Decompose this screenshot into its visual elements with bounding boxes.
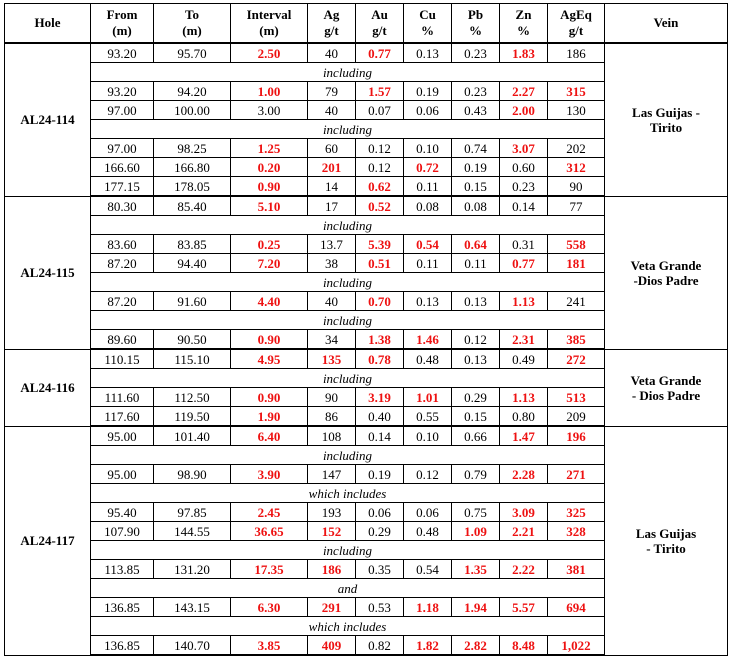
data-cell: 0.14: [500, 196, 548, 216]
data-cell: 36.65: [231, 522, 308, 541]
data-cell: 94.40: [154, 254, 231, 273]
data-cell: 0.12: [356, 158, 404, 177]
column-header-label: From: [106, 7, 138, 22]
data-cell: 1.38: [356, 330, 404, 350]
data-cell: 60: [308, 139, 356, 158]
data-cell: 1.94: [452, 598, 500, 617]
data-cell: 0.14: [356, 426, 404, 446]
column-header-label: Pb: [467, 7, 484, 22]
data-cell: 5.10: [231, 196, 308, 216]
data-cell: 130: [548, 101, 605, 120]
data-cell: 40: [308, 43, 356, 63]
data-cell: 1.90: [231, 407, 308, 427]
column-header-label: Au: [371, 7, 388, 22]
data-cell: 89.60: [91, 330, 154, 350]
data-cell: 17: [308, 196, 356, 216]
column-header-unit: g/t: [372, 23, 387, 38]
column-header-label: To: [185, 7, 199, 22]
column-header-unit: g/t: [324, 23, 339, 38]
data-cell: 152: [308, 522, 356, 541]
data-cell: 77: [548, 196, 605, 216]
data-cell: 0.11: [404, 177, 452, 197]
data-cell: 0.29: [356, 522, 404, 541]
column-header: [91, 4, 154, 44]
data-cell: 101.40: [154, 426, 231, 446]
data-cell: 0.15: [452, 177, 500, 197]
data-cell: 1.13: [500, 292, 548, 311]
data-cell: 0.70: [356, 292, 404, 311]
data-cell: 117.60: [91, 407, 154, 427]
data-cell: 0.10: [404, 139, 452, 158]
data-cell: 0.51: [356, 254, 404, 273]
data-cell: 108: [308, 426, 356, 446]
hole-id-cell: AL24-117: [5, 426, 91, 655]
including-label: including: [91, 446, 605, 465]
data-cell: 0.13: [404, 292, 452, 311]
data-cell: 209: [548, 407, 605, 427]
header-row: [5, 4, 728, 44]
data-cell: 193: [308, 503, 356, 522]
data-cell: 0.25: [231, 235, 308, 254]
data-cell: 385: [548, 330, 605, 350]
data-cell: 1.46: [404, 330, 452, 350]
data-cell: 3.09: [500, 503, 548, 522]
column-header: [154, 4, 231, 44]
hole-id-cell: AL24-114: [5, 43, 91, 196]
data-cell: 166.60: [91, 158, 154, 177]
data-cell: 3.85: [231, 636, 308, 656]
data-cell: 95.40: [91, 503, 154, 522]
data-cell: 83.85: [154, 235, 231, 254]
data-cell: 196: [548, 426, 605, 446]
including-label: including: [91, 63, 605, 82]
data-cell: 115.10: [154, 349, 231, 369]
data-cell: 90.50: [154, 330, 231, 350]
data-cell: 0.55: [404, 407, 452, 427]
drill-results-table: [4, 3, 728, 656]
data-cell: 0.40: [356, 407, 404, 427]
data-cell: 0.74: [452, 139, 500, 158]
data-cell: 0.11: [452, 254, 500, 273]
data-cell: 1,022: [548, 636, 605, 656]
data-cell: 2.21: [500, 522, 548, 541]
data-cell: 3.19: [356, 388, 404, 407]
data-cell: 3.07: [500, 139, 548, 158]
data-cell: 0.53: [356, 598, 404, 617]
data-cell: 0.12: [404, 465, 452, 484]
table-row: [5, 349, 728, 369]
data-cell: 3.90: [231, 465, 308, 484]
data-cell: 1.09: [452, 522, 500, 541]
column-header: [452, 4, 500, 44]
data-cell: 91.60: [154, 292, 231, 311]
data-cell: 6.30: [231, 598, 308, 617]
data-cell: 83.60: [91, 235, 154, 254]
data-cell: 2.27: [500, 82, 548, 101]
data-cell: 93.20: [91, 43, 154, 63]
data-cell: 8.48: [500, 636, 548, 656]
data-cell: 0.15: [452, 407, 500, 427]
data-cell: 144.55: [154, 522, 231, 541]
data-cell: 40: [308, 292, 356, 311]
data-cell: 315: [548, 82, 605, 101]
data-cell: 0.19: [356, 465, 404, 484]
data-cell: 87.20: [91, 292, 154, 311]
data-cell: 97.00: [91, 139, 154, 158]
column-header-label: Cu: [419, 7, 436, 22]
data-cell: 291: [308, 598, 356, 617]
data-cell: 7.20: [231, 254, 308, 273]
data-cell: 271: [548, 465, 605, 484]
column-header-label: Hole: [34, 15, 61, 30]
data-cell: 177.15: [91, 177, 154, 197]
data-cell: 325: [548, 503, 605, 522]
data-cell: 90: [308, 388, 356, 407]
data-cell: 0.08: [404, 196, 452, 216]
data-cell: 0.77: [500, 254, 548, 273]
data-cell: 0.64: [452, 235, 500, 254]
hole-id-cell: AL24-115: [5, 196, 91, 349]
vein-cell: Veta Grande - Dios Padre: [605, 349, 728, 426]
data-cell: 0.13: [452, 292, 500, 311]
column-header: [231, 4, 308, 44]
column-header: [605, 4, 728, 44]
column-header-unit: %: [469, 23, 482, 38]
data-cell: 0.90: [231, 330, 308, 350]
data-cell: 107.90: [91, 522, 154, 541]
data-cell: 1.82: [404, 636, 452, 656]
data-cell: 186: [548, 43, 605, 63]
data-cell: 1.47: [500, 426, 548, 446]
data-cell: 1.00: [231, 82, 308, 101]
data-cell: 95.00: [91, 465, 154, 484]
data-cell: 136.85: [91, 636, 154, 656]
data-cell: 0.54: [404, 560, 452, 579]
data-cell: 0.54: [404, 235, 452, 254]
column-header-unit: (m): [182, 23, 202, 38]
data-cell: 694: [548, 598, 605, 617]
data-cell: 186: [308, 560, 356, 579]
data-cell: 0.06: [356, 503, 404, 522]
including-label: including: [91, 369, 605, 388]
data-cell: 143.15: [154, 598, 231, 617]
data-cell: 0.60: [500, 158, 548, 177]
table-row: [5, 426, 728, 446]
data-cell: 136.85: [91, 598, 154, 617]
column-header-unit: (m): [112, 23, 132, 38]
table-row: [5, 43, 728, 63]
vein-cell: Veta Grande -Dios Padre: [605, 196, 728, 349]
data-cell: 90: [548, 177, 605, 197]
data-cell: 2.22: [500, 560, 548, 579]
column-header: [548, 4, 605, 44]
data-cell: 0.31: [500, 235, 548, 254]
data-cell: 34: [308, 330, 356, 350]
data-cell: 110.15: [91, 349, 154, 369]
data-cell: 111.60: [91, 388, 154, 407]
data-cell: 4.95: [231, 349, 308, 369]
table-body: [5, 43, 728, 655]
data-cell: 98.90: [154, 465, 231, 484]
data-cell: 0.90: [231, 177, 308, 197]
data-cell: 14: [308, 177, 356, 197]
data-cell: 100.00: [154, 101, 231, 120]
column-header-unit: (m): [259, 23, 279, 38]
data-cell: 312: [548, 158, 605, 177]
data-cell: 0.35: [356, 560, 404, 579]
data-cell: 79: [308, 82, 356, 101]
data-cell: 1.57: [356, 82, 404, 101]
data-cell: 201: [308, 158, 356, 177]
data-cell: 181: [548, 254, 605, 273]
column-header: [404, 4, 452, 44]
data-cell: 147: [308, 465, 356, 484]
data-cell: 17.35: [231, 560, 308, 579]
data-cell: 2.00: [500, 101, 548, 120]
vein-cell: Las Guijas - Tirito: [605, 43, 728, 196]
including-label: which includes: [91, 617, 605, 636]
including-label: including: [91, 216, 605, 235]
data-cell: 5.39: [356, 235, 404, 254]
data-cell: 93.20: [91, 82, 154, 101]
data-cell: 1.18: [404, 598, 452, 617]
including-label: which includes: [91, 484, 605, 503]
data-cell: 1.01: [404, 388, 452, 407]
data-cell: 0.13: [452, 349, 500, 369]
data-cell: 0.19: [404, 82, 452, 101]
data-cell: 178.05: [154, 177, 231, 197]
data-cell: 0.07: [356, 101, 404, 120]
including-label: including: [91, 120, 605, 139]
data-cell: 0.11: [404, 254, 452, 273]
data-cell: 95.00: [91, 426, 154, 446]
data-cell: 0.19: [452, 158, 500, 177]
column-header-label: AgEq: [560, 7, 592, 22]
data-cell: 0.06: [404, 101, 452, 120]
column-header-label: Vein: [653, 15, 679, 30]
data-cell: 0.72: [404, 158, 452, 177]
data-cell: 558: [548, 235, 605, 254]
data-cell: 0.79: [452, 465, 500, 484]
data-cell: 97.85: [154, 503, 231, 522]
data-cell: 0.08: [452, 196, 500, 216]
column-header-label: Ag: [323, 7, 340, 22]
data-cell: 112.50: [154, 388, 231, 407]
data-cell: 0.10: [404, 426, 452, 446]
data-cell: 98.25: [154, 139, 231, 158]
data-cell: 0.20: [231, 158, 308, 177]
data-cell: 0.80: [500, 407, 548, 427]
column-header: [5, 4, 91, 44]
data-cell: 0.78: [356, 349, 404, 369]
data-cell: 409: [308, 636, 356, 656]
data-cell: 80.30: [91, 196, 154, 216]
column-header-unit: %: [517, 23, 530, 38]
data-cell: 0.48: [404, 349, 452, 369]
data-cell: 1.13: [500, 388, 548, 407]
data-cell: 3.00: [231, 101, 308, 120]
data-cell: 5.57: [500, 598, 548, 617]
data-cell: 272: [548, 349, 605, 369]
table-row: [5, 196, 728, 216]
data-cell: 86: [308, 407, 356, 427]
data-cell: 0.12: [356, 139, 404, 158]
data-cell: 0.75: [452, 503, 500, 522]
data-cell: 40: [308, 101, 356, 120]
data-cell: 113.85: [91, 560, 154, 579]
data-cell: 85.40: [154, 196, 231, 216]
data-cell: 97.00: [91, 101, 154, 120]
column-header-unit: %: [421, 23, 434, 38]
data-cell: 0.49: [500, 349, 548, 369]
column-header-label: Zn: [515, 7, 532, 22]
data-cell: 0.29: [452, 388, 500, 407]
data-cell: 131.20: [154, 560, 231, 579]
data-cell: 0.90: [231, 388, 308, 407]
data-cell: 0.13: [404, 43, 452, 63]
data-cell: 1.35: [452, 560, 500, 579]
data-cell: 0.23: [500, 177, 548, 197]
including-label: including: [91, 311, 605, 330]
data-cell: 0.48: [404, 522, 452, 541]
data-cell: 0.66: [452, 426, 500, 446]
column-header: [308, 4, 356, 44]
table-container: [4, 3, 728, 656]
data-cell: 1.25: [231, 139, 308, 158]
data-cell: 0.23: [452, 82, 500, 101]
column-header: [356, 4, 404, 44]
data-cell: 2.31: [500, 330, 548, 350]
column-header-label: Interval: [246, 7, 292, 22]
data-cell: 6.40: [231, 426, 308, 446]
data-cell: 13.7: [308, 235, 356, 254]
data-cell: 328: [548, 522, 605, 541]
data-cell: 1.83: [500, 43, 548, 63]
data-cell: 241: [548, 292, 605, 311]
data-cell: 2.45: [231, 503, 308, 522]
data-cell: 135: [308, 349, 356, 369]
data-cell: 166.80: [154, 158, 231, 177]
data-cell: 381: [548, 560, 605, 579]
data-cell: 4.40: [231, 292, 308, 311]
data-cell: 0.62: [356, 177, 404, 197]
data-cell: 87.20: [91, 254, 154, 273]
data-cell: 2.28: [500, 465, 548, 484]
data-cell: 2.50: [231, 43, 308, 63]
data-cell: 202: [548, 139, 605, 158]
data-cell: 0.82: [356, 636, 404, 656]
data-cell: 0.23: [452, 43, 500, 63]
data-cell: 2.82: [452, 636, 500, 656]
data-cell: 513: [548, 388, 605, 407]
vein-cell: Las Guijas - Tirito: [605, 426, 728, 655]
data-cell: 119.50: [154, 407, 231, 427]
including-label: including: [91, 541, 605, 560]
including-label: including: [91, 273, 605, 292]
data-cell: 94.20: [154, 82, 231, 101]
data-cell: 38: [308, 254, 356, 273]
data-cell: 140.70: [154, 636, 231, 656]
data-cell: 95.70: [154, 43, 231, 63]
data-cell: 0.43: [452, 101, 500, 120]
data-cell: 0.77: [356, 43, 404, 63]
column-header-unit: g/t: [568, 23, 584, 38]
data-cell: 0.12: [452, 330, 500, 350]
data-cell: 0.52: [356, 196, 404, 216]
hole-id-cell: AL24-116: [5, 349, 91, 426]
including-label: and: [91, 579, 605, 598]
data-cell: 0.06: [404, 503, 452, 522]
column-header: [500, 4, 548, 44]
